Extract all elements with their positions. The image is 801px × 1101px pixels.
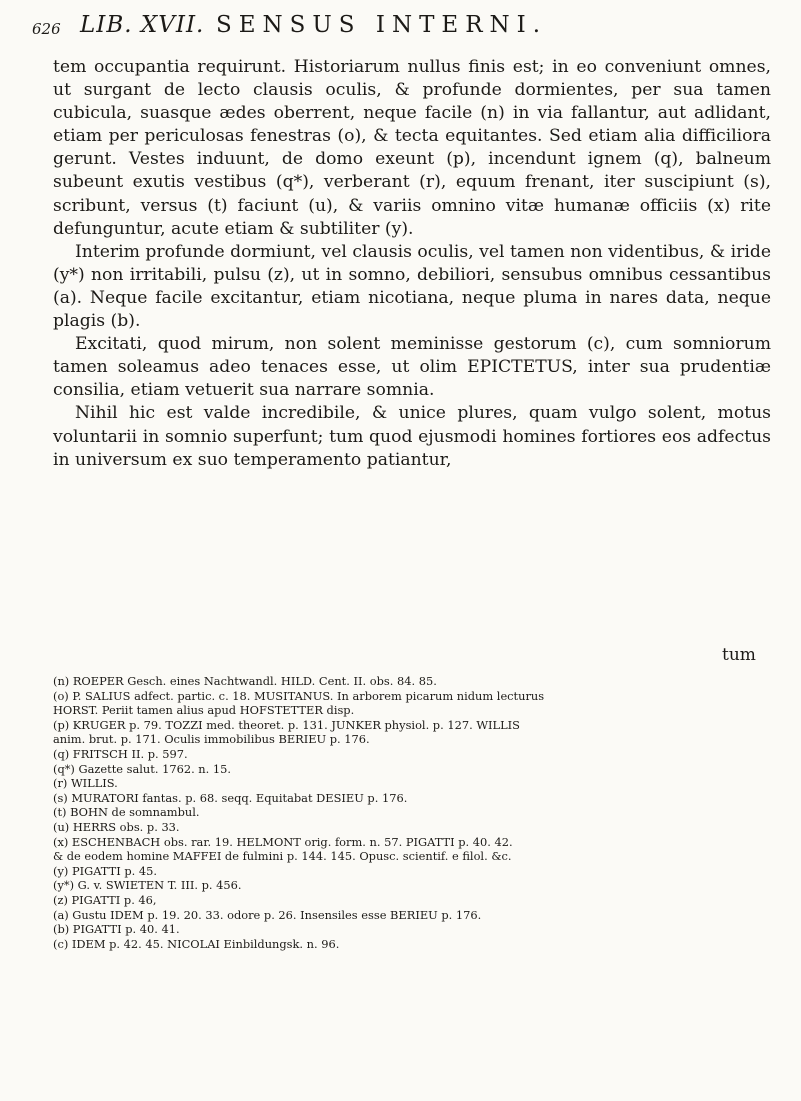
- footnote: (c) IDEM p. 42. 45. NICOLAI Einbildungsk. n. 96.: [53, 936, 340, 951]
- paragraph: Nihil hic est valde incredibile, & unice plures, quam vulgo solent, motus voluntarii in somnio superfunt; tum quod ejusmodi homines fortiores eos adfectus in universum ex suo temperamento patiantur,: [53, 403, 771, 470]
- footnote: (q*) Gazette salut. 1762. n. 15.: [53, 761, 232, 776]
- footnote: (a) Gustu IDEM p. 19. 20. 33. odore p. 26. Insensiles esse BERIEU p. 176.: [53, 907, 482, 922]
- footnote: anim. brut. p. 171. Oculis immobilibus BERIEU p. 176.: [53, 732, 370, 747]
- footnote: (z) PIGATTI p. 46,: [53, 892, 157, 907]
- footnote: (o) P. SALIUS adfect. partic. c. 18. MUSITANUS. In arborem picarum nidum lecturus: [53, 688, 545, 703]
- footnote: (y*) G. v. SWIETEN T. III. p. 456.: [53, 878, 242, 893]
- footnote: (y) PIGATTI p. 45.: [53, 863, 157, 878]
- footnote: (p) KRUGER p. 79. TOZZI med. theoret. p. 131. JUNKER physiol. p. 127. WILLIS: [53, 717, 520, 732]
- footnote: (x) ESCHENBACH obs. rar. 19. HELMONT orig. form. n. 57. PIGATTI p. 40. 42.: [53, 834, 513, 849]
- paragraph: Excitati, quod mirum, non solent meminisse gestorum (c), cum somniorum tamen soleamus adeo tenaces esse, ut olim EPICTETUS, inter sua prudentiæ consilia, etiam vetuerit sua narrare somnia.: [53, 334, 771, 401]
- footnote: (b) PIGATTI p. 40. 41.: [53, 922, 180, 937]
- catchword: tum: [722, 645, 756, 665]
- page-header: [32, 10, 772, 44]
- footnote: (u) HERRS obs. p. 33.: [53, 819, 180, 834]
- footnote: (r) WILLIS.: [53, 776, 118, 791]
- footnote: HORST. Periit tamen alius apud HOFSTETTER disp.: [53, 703, 355, 718]
- footnote: (t) BOHN de somnambul.: [53, 805, 200, 820]
- footnote: (q) FRITSCH II. p. 597.: [53, 746, 188, 761]
- footnote: & de eodem homine MAFFEI de fulmini p. 144. 145. Opusc. scientif. e filol. &c.: [53, 849, 512, 864]
- paragraph: tem occupantia requirunt. Historiarum nullus finis est; in eo conveniunt omnes, ut surgant de lecto clausis oculis, & profunde dormientes, per sua tamen cubicula, suasque ædes oberrent, neque facile (n) in via fallantur, aut adlidant, etiam per periculosas fenestras (o), & tecta equitantes. Sed etiam alia difficiliora gerunt. Vestes induunt, de domo exeunt (p), incendunt ignem (q), balneum subeunt exutis vestibus (q*), verberant (r), equum frenant, iter suscipiunt (s), scribunt, versus (t) faciunt (u), & variis omnino vitæ humanæ officiis (x) rite defunguntur, acute etiam & subtiliter (y).: [53, 57, 771, 239]
- running-title: SENSUS INTERNI.: [216, 12, 548, 38]
- paragraph: Interim profunde dormiunt, vel clausis oculis, vel tamen non videntibus, & iride (y*) non irritabili, pulsu (z), ut in somno, debiliori, sensubus omnibus cessantibus (a). Neque facile excitantur, etiam nicotiana, neque pluma in nares data, neque plagis (b).: [53, 241, 771, 332]
- footnote: (s) MURATORI fantas. p. 68. seqq. Equitabat DESIEU p. 176.: [53, 790, 408, 805]
- main-text: [53, 56, 771, 472]
- page-number: 626: [32, 20, 61, 38]
- footnotes: [53, 674, 771, 951]
- book-number: LIB. XVII.: [80, 12, 205, 38]
- footnote: (n) ROEPER Gesch. eines Nachtwandl. HILD. Cent. II. obs. 84. 85.: [53, 674, 437, 688]
